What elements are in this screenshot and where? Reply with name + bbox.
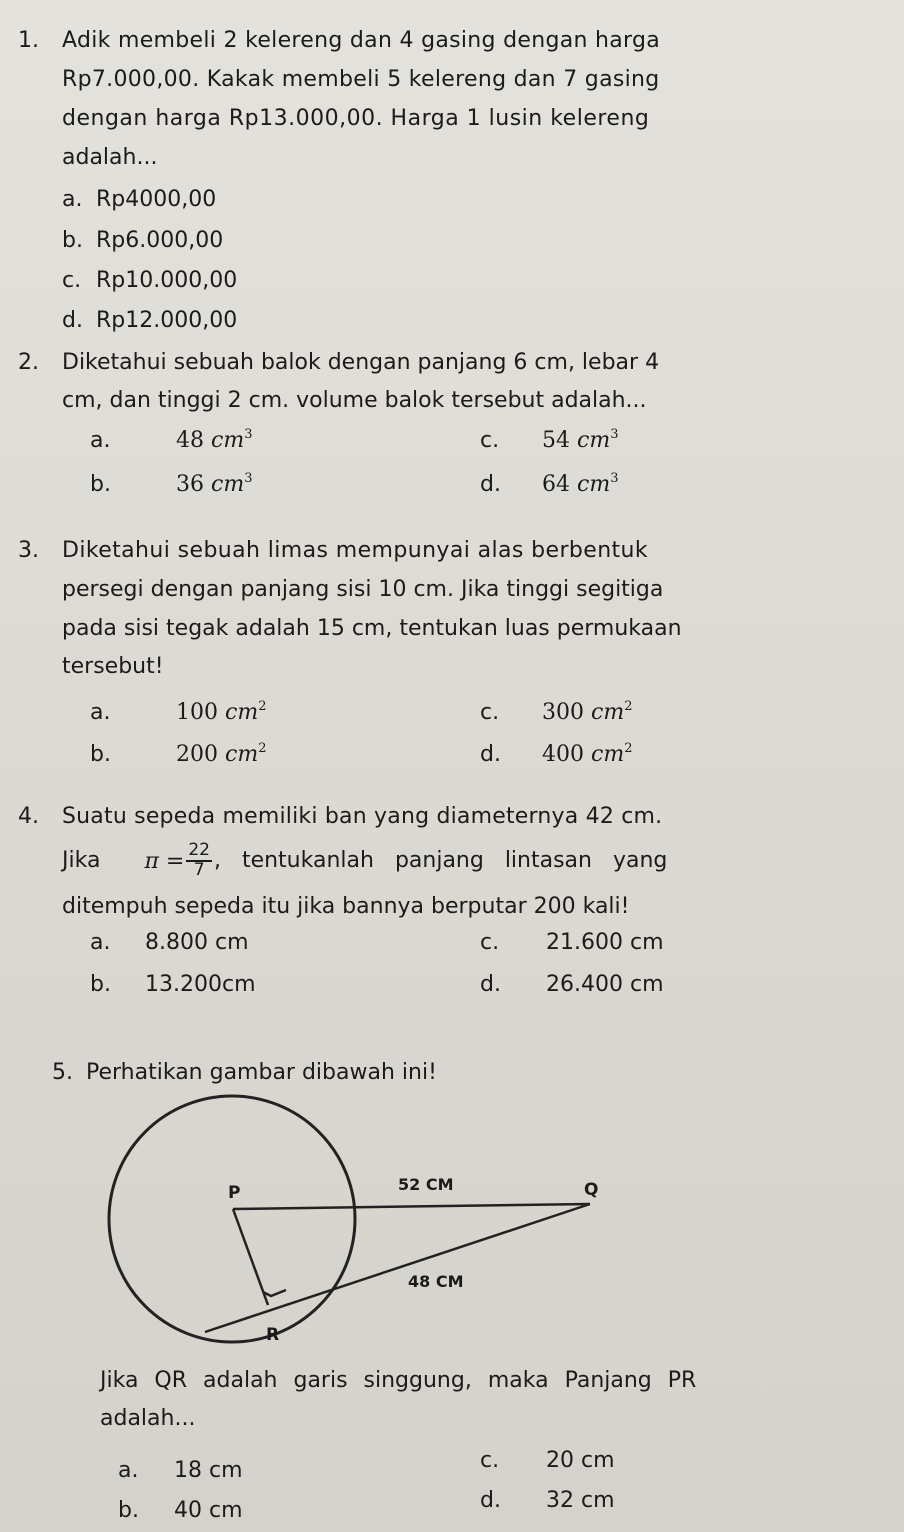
- segment-pq: [233, 1204, 590, 1209]
- question-number: 1.: [18, 28, 39, 53]
- question-text-line: adalah...: [62, 145, 158, 170]
- right-angle-marker: [263, 1290, 286, 1296]
- circle-outline: [109, 1096, 355, 1342]
- option-value: 54: [542, 428, 570, 453]
- option-unit: cm: [577, 472, 611, 497]
- option-letter: b.: [90, 472, 111, 497]
- option-value: 100: [176, 700, 218, 725]
- option-text: 32 cm: [546, 1488, 615, 1513]
- fraction-numerator: 22: [188, 840, 210, 861]
- question-text-line: Suatu sepeda memiliki ban yang diameternya 42 cm.: [62, 804, 663, 829]
- question-text-line: persegi dengan panjang sisi 10 cm. Jika tinggi segitiga: [62, 577, 664, 602]
- question-text-line: adalah...: [100, 1406, 196, 1431]
- option-value: 64: [542, 472, 570, 497]
- option-letter: a.: [90, 700, 111, 725]
- question-text-suffix: , tentukanlah panjang lintasan yang: [213, 848, 668, 873]
- option-text: Rp6.000,00: [96, 228, 224, 253]
- label-r: R: [266, 1325, 280, 1345]
- option-text: Rp10.000,00: [96, 268, 238, 293]
- option-letter: b.: [118, 1498, 139, 1523]
- option-value: 300: [542, 700, 584, 725]
- tangent-qr: [205, 1204, 590, 1332]
- option-exponent: 2: [258, 741, 267, 756]
- segment-pr: [233, 1209, 268, 1305]
- option-letter: d.: [480, 1488, 501, 1513]
- option-unit: cm: [225, 700, 259, 725]
- question-text-line: Diketahui sebuah balok dengan panjang 6 cm, lebar 4: [62, 350, 660, 375]
- option-text: Rp12.000,00: [96, 308, 238, 333]
- question-text-line: Diketahui sebuah limas mempunyai alas berbentuk: [62, 538, 649, 563]
- option-unit: cm: [211, 428, 245, 453]
- question-number: 2.: [18, 350, 39, 375]
- question-text-line: cm, dan tinggi 2 cm. volume balok tersebut adalah...: [62, 388, 647, 413]
- label-q: Q: [584, 1180, 599, 1200]
- question-text-line: Rp7.000,00. Kakak membeli 5 kelereng dan 7 gasing: [62, 67, 660, 92]
- question-intro: Perhatikan gambar dibawah ini!: [86, 1060, 437, 1085]
- option-exponent: 2: [258, 699, 267, 714]
- fraction-denominator: 7: [193, 860, 205, 880]
- option-letter: c.: [480, 930, 500, 955]
- label-p: P: [228, 1183, 241, 1203]
- option-unit: cm: [211, 472, 245, 497]
- option-exponent: 3: [610, 427, 619, 442]
- option-letter: b.: [62, 228, 83, 253]
- question-text-line: Adik membeli 2 kelereng dan 4 gasing dengan harga: [62, 28, 661, 53]
- option-text: 20 cm: [546, 1448, 615, 1473]
- option-letter: d.: [62, 308, 83, 333]
- question-number: 3.: [18, 538, 39, 563]
- option-text: 21.600 cm: [546, 930, 664, 955]
- option-unit: cm: [577, 428, 611, 453]
- option-unit: cm: [225, 742, 259, 767]
- option-letter: a.: [62, 187, 83, 212]
- option-unit: cm: [591, 700, 625, 725]
- option-value: 48: [176, 428, 204, 453]
- question-text-line: pada sisi tegak adalah 15 cm, tentukan luas permukaan: [62, 616, 682, 641]
- option-value: 200: [176, 742, 218, 767]
- question-text-line: tersebut!: [62, 654, 164, 679]
- option-exponent: 3: [244, 471, 253, 486]
- question-text-line: dengan harga Rp13.000,00. Harga 1 lusin kelereng: [62, 106, 650, 131]
- question-number: 4.: [18, 804, 39, 829]
- option-text: 40 cm: [174, 1498, 243, 1523]
- option-letter: b.: [90, 742, 111, 767]
- option-letter: c.: [480, 428, 500, 453]
- option-letter: d.: [480, 742, 501, 767]
- option-text: 8.800 cm: [145, 930, 249, 955]
- label-pq-length: 52 CM: [398, 1175, 454, 1194]
- option-letter: c.: [480, 700, 500, 725]
- option-text: Rp4000,00: [96, 187, 217, 212]
- option-letter: c.: [62, 268, 82, 293]
- option-letter: c.: [480, 1448, 500, 1473]
- option-unit: cm: [591, 742, 625, 767]
- option-letter: a.: [118, 1458, 139, 1483]
- question-text-line: Jika QR adalah garis singgung, maka Panjang PR: [100, 1368, 697, 1393]
- option-text: 26.400 cm: [546, 972, 664, 997]
- option-value: 36: [176, 472, 204, 497]
- option-letter: d.: [480, 472, 501, 497]
- option-exponent: 3: [610, 471, 619, 486]
- option-exponent: 2: [624, 699, 633, 714]
- option-letter: d.: [480, 972, 501, 997]
- label-qr-length: 48 CM: [408, 1272, 464, 1291]
- option-text: 13.200cm: [145, 972, 256, 997]
- option-exponent: 2: [624, 741, 633, 756]
- question-number: 5.: [52, 1060, 73, 1085]
- option-text: 18 cm: [174, 1458, 243, 1483]
- option-letter: b.: [90, 972, 111, 997]
- option-letter: a.: [90, 428, 111, 453]
- question-text-prefix: Jika: [62, 848, 101, 873]
- question-text-line: ditempuh sepeda itu jika bannya berputar 200 kali!: [62, 894, 630, 919]
- pi-symbol: π =: [144, 848, 185, 874]
- option-letter: a.: [90, 930, 111, 955]
- option-exponent: 3: [244, 427, 253, 442]
- option-value: 400: [542, 742, 584, 767]
